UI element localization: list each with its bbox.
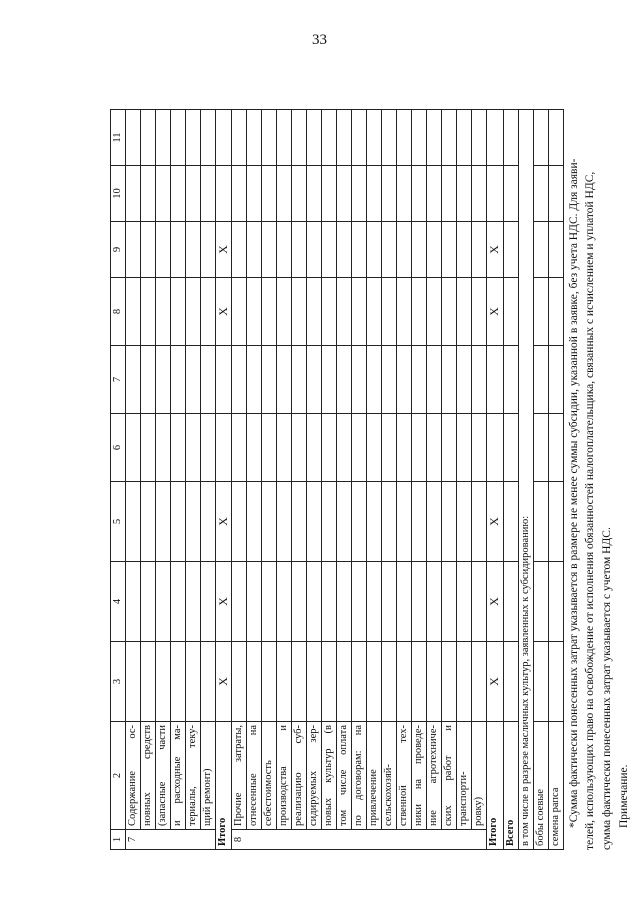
row-text-line: ники на проведе- xyxy=(412,722,427,830)
table-row-8-line xyxy=(307,110,322,850)
table-row-8-line xyxy=(427,110,442,850)
expenses-table xyxy=(110,109,564,850)
table-row-8-line xyxy=(292,110,307,850)
row-text-line: новых культур (в xyxy=(322,722,337,830)
row-text-line: Прочие затраты, xyxy=(232,722,247,830)
breakdown-header-row xyxy=(518,110,533,850)
col-number: 11 xyxy=(111,110,126,166)
crop-row xyxy=(548,110,563,850)
table-row-8-line xyxy=(397,110,412,850)
table-row-7-line xyxy=(171,110,186,850)
table-row-8-line xyxy=(352,110,367,850)
table-row-8-line xyxy=(277,110,292,850)
row-text-line: (запасные части xyxy=(156,722,171,830)
row-text-line: териалы, теку- xyxy=(186,722,201,830)
row-text-line: сельскохозяй- xyxy=(382,722,397,830)
row-number: 7 xyxy=(126,830,216,850)
row-text-line: привлечение xyxy=(367,722,382,830)
row-number: 8 xyxy=(232,830,487,850)
col-number: 8 xyxy=(111,278,126,346)
table-row-7-line xyxy=(201,110,216,850)
row-text-line: щий ремонт) xyxy=(201,722,216,830)
row-text-line: и расходные ма- xyxy=(171,722,186,830)
row-text-line: ских работ и xyxy=(442,722,457,830)
col-number: 4 xyxy=(111,562,126,642)
x-mark: Х xyxy=(487,278,503,346)
col-number: 5 xyxy=(111,482,126,562)
crop-label: семена рапса xyxy=(548,722,563,850)
row-text-line: новных средств xyxy=(141,722,156,830)
table-row-8-line xyxy=(412,110,427,850)
col-number: 2 xyxy=(111,722,126,830)
itogo-label: Итого xyxy=(487,722,503,850)
footnote xyxy=(566,110,633,850)
breakdown-header: в том числе в разрезе масличных культур, заявленных к субсидированию: xyxy=(518,110,533,850)
vsego-label: Всего xyxy=(503,722,518,850)
itogo-label: Итого xyxy=(216,722,232,850)
x-mark: Х xyxy=(216,222,232,278)
table-row-8-line xyxy=(382,110,397,850)
rotated-table-page xyxy=(110,110,630,850)
row-text-line: транспорти- xyxy=(457,722,472,830)
itogo-row xyxy=(487,110,503,850)
x-mark: Х xyxy=(487,562,503,642)
row-text-line: Содержание ос- xyxy=(126,722,141,830)
note-heading: Примечание. xyxy=(617,764,630,828)
crop-label: бобы соевые xyxy=(533,722,548,850)
footnote-line: телей, использующих право на освобождение от исполнения обязанностей налогоплательщика, связанных с исчислением и уплатой НДС, xyxy=(584,171,597,850)
col-number: 1 xyxy=(111,830,126,850)
row-text-line: ровку) xyxy=(472,722,487,830)
x-mark: Х xyxy=(216,482,232,562)
row-text-line: ние агротехниче- xyxy=(427,722,442,830)
col-number: 6 xyxy=(111,414,126,482)
col-number: 10 xyxy=(111,166,126,222)
table-row-8-line xyxy=(322,110,337,850)
footnote-line: *Сумма фактически понесенных затрат указывается в размере не менее суммы субсидии, указанной в заявке, без учета НДС. Для заяви- xyxy=(567,158,580,828)
table-row-8-line xyxy=(457,110,472,850)
row-text-line: по договорам: на xyxy=(352,722,367,830)
col-number: 3 xyxy=(111,642,126,722)
col-number: 9 xyxy=(111,222,126,278)
column-number-row xyxy=(111,110,126,850)
table-row-8-line xyxy=(262,110,277,850)
table-row-8-line xyxy=(367,110,382,850)
page-number: 33 xyxy=(312,32,327,48)
row-text-line: реализацию суб- xyxy=(292,722,307,830)
table-row-8-line xyxy=(337,110,352,850)
table-row-8-line xyxy=(247,110,262,850)
table-row-7-line xyxy=(141,110,156,850)
itogo-row xyxy=(216,110,232,850)
crop-row xyxy=(533,110,548,850)
row-text-line: отнесенные на xyxy=(247,722,262,830)
row-text-line: себестоимость xyxy=(262,722,277,830)
table-row-7-line xyxy=(126,110,141,850)
table-row-7-line xyxy=(186,110,201,850)
table-row-8-line xyxy=(232,110,247,850)
x-mark: Х xyxy=(487,642,503,722)
table-row-8-line xyxy=(472,110,487,850)
x-mark: Х xyxy=(487,222,503,278)
x-mark: Х xyxy=(487,482,503,562)
x-mark: Х xyxy=(216,278,232,346)
vsego-row xyxy=(503,110,518,850)
x-mark: Х xyxy=(216,642,232,722)
row-text-line: том числе оплата xyxy=(337,722,352,830)
footnote-line: сумма фактически понесенных затрат указывается с учетом НДС. xyxy=(601,527,614,850)
row-text-line: производства и xyxy=(277,722,292,830)
table-row-7-line xyxy=(156,110,171,850)
col-number: 7 xyxy=(111,346,126,414)
table-row-8-line xyxy=(442,110,457,850)
x-mark: Х xyxy=(216,562,232,642)
row-text-line: сидируемых зер- xyxy=(307,722,322,830)
row-text-line: ственной тех- xyxy=(397,722,412,830)
